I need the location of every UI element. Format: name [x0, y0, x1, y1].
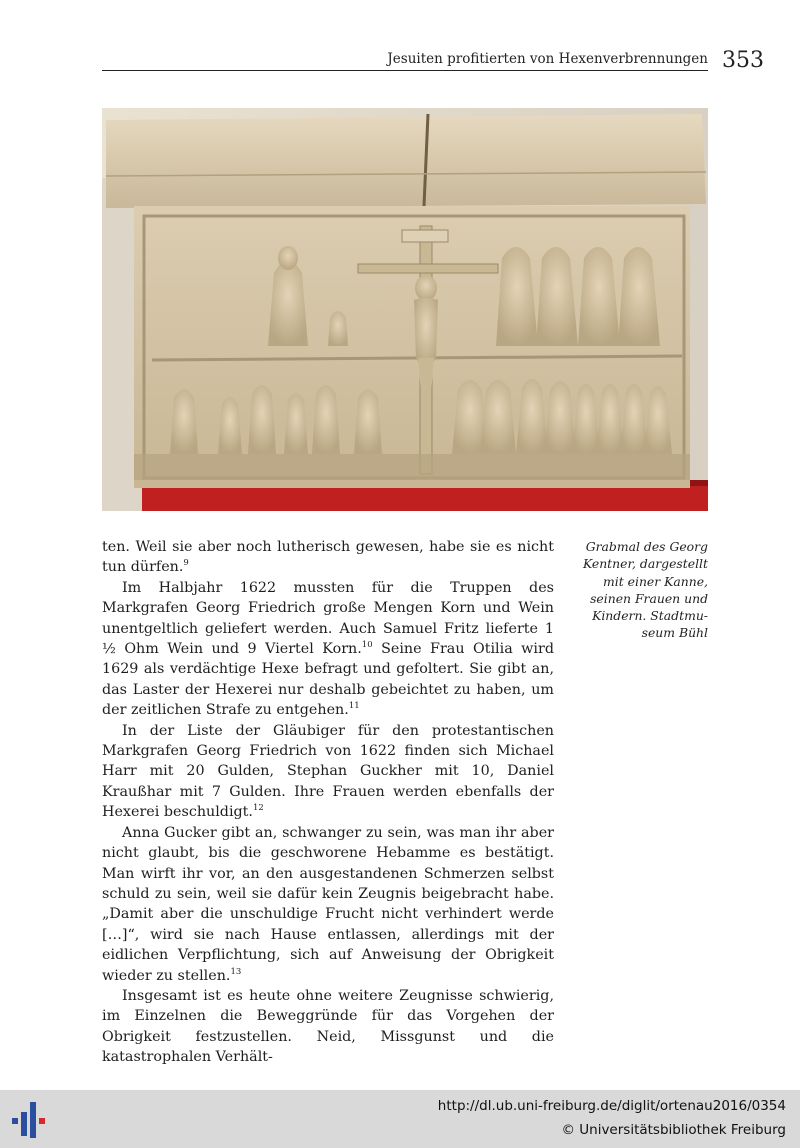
figure-caption — [578, 538, 708, 642]
caption-line: mit einer Kanne, — [603, 573, 708, 589]
footnote-ref: 12 — [252, 803, 264, 814]
paragraph-text: Im Halbjahr 1622 mussten für die Truppen des Markgrafen Georg Friedrich große Mengen Korn und Wein unentgeltlich geliefert werden. Auch Samuel Fritz lieferte 1 ½ Ohm Wein und 9 Viertel Korn. — [102, 579, 554, 658]
copyright-notice: © Universitätsbibliothek Freiburg — [561, 1122, 786, 1138]
paragraph-text: In der Liste der Gläubiger für den protestantischen Markgrafen Georg Friedrich von 1622 finden sich Michael Harr mit 20 Gulden, Stephan Guckher mit 10, Daniel Kraußhar mit 7 Gulden. Ihre Frauen werden ebenfalls der Hexerei beschuldigt. — [102, 722, 554, 821]
tomb-relief-photo — [102, 108, 708, 511]
caption-line: seinen Frauen und — [590, 590, 708, 606]
caption-line: seum Bühl — [641, 625, 708, 641]
paragraph-4 — [102, 823, 554, 986]
footnote-ref: 10 — [361, 640, 373, 651]
paragraph-2 — [102, 578, 554, 721]
caption-line: Grabmal des Georg — [585, 539, 708, 554]
paragraph-text: Seine Frau Otilia wird 1629 als verdächtige Hexe befragt und gefoltert. Sie gibt an, das Laster der Hexerei nur deshalb gebeichtet zu haben, um der zeitlichen Strafe zu entgehen. — [102, 641, 554, 719]
library-footer — [0, 1090, 800, 1148]
footnote-ref: 11 — [348, 701, 360, 712]
paragraph-3 — [102, 721, 554, 823]
page-number: 353 — [722, 48, 764, 73]
running-title: Jesuiten profitierten von Hexenverbrennungen — [387, 51, 708, 67]
paragraph-text: ten. Weil sie aber noch lutherisch gewesen, habe sie es nicht tun dürfen. — [102, 539, 554, 576]
running-header — [102, 48, 708, 71]
paragraph-text: Anna Gucker gibt an, schwanger zu sein, was man ihr aber nicht glaubt, bis die geschworene Hebamme es bestätigt. Man wirft ihr vor, an den ausgestandenen Schmerzen selbst schuld zu sein, weil sie dafür kein Zeugnis beigebracht habe. „Damit aber die unschuldige Frucht nicht verhindert werde […]“, wird sie nach Hause entlassen, allerdings mit der eidlichen Verpflichtung, sich auf Anweisung der Obrigkeit wieder zu stellen. — [102, 824, 554, 984]
paragraph-5 — [102, 986, 554, 1068]
caption-line: Kentner, dargestellt — [582, 556, 708, 572]
paragraph-1 — [102, 537, 554, 578]
body-text — [102, 537, 554, 1068]
paragraph-text: Insgesamt ist es heute ohne weitere Zeugnisse schwierig, im Einzelnen die Beweggründe für das Vorgehen der Obrigkeit festzustellen. Neid, Missgunst und die katastrophalen Verhält- — [102, 987, 554, 1066]
ub-freiburg-logo-icon — [10, 1098, 50, 1142]
footnote-ref: 9 — [183, 558, 189, 569]
footnote-ref: 13 — [230, 966, 242, 977]
tomb-relief-illustration — [102, 108, 708, 511]
document-url-link[interactable]: http://dl.ub.uni-freiburg.de/diglit/ortenau2016/0354 — [437, 1098, 786, 1114]
caption-line: Kindern. Stadtmu- — [592, 608, 708, 624]
